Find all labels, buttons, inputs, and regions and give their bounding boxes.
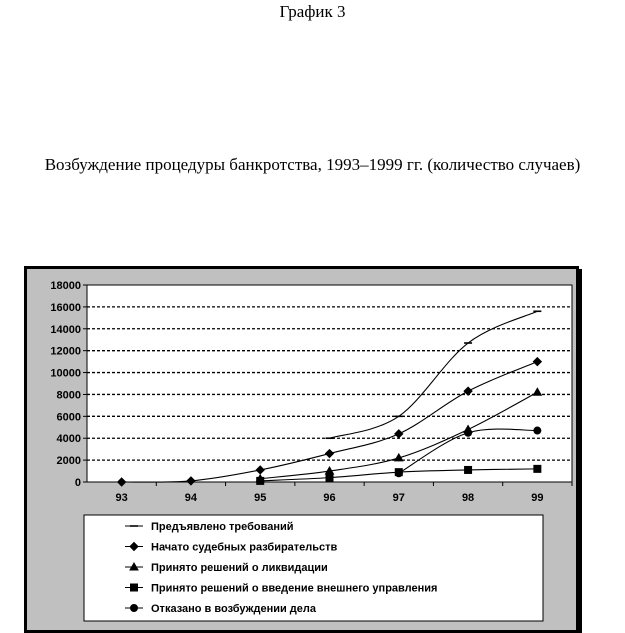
legend-marker (131, 605, 138, 612)
y-tick-label: 18000 (50, 280, 81, 292)
chart-frame (24, 266, 579, 633)
x-tick-label: 97 (392, 492, 405, 504)
chart-subtitle: Возбуждение процедуры банкротства, 1993–1999 гг. (количество случаев) (44, 155, 581, 174)
y-tick-label: 10000 (50, 367, 81, 380)
legend-item (125, 603, 317, 615)
x-axis-ticks (116, 482, 572, 504)
data-point (534, 465, 541, 472)
y-tick-label: 16000 (50, 301, 81, 314)
legend-label: Отказано в возбуждении дела (151, 603, 316, 615)
x-tick-label: 98 (461, 492, 475, 504)
legend-label: Предъявлено требований (151, 521, 294, 533)
data-point (534, 427, 541, 434)
legend-item (125, 542, 338, 554)
y-tick-label: 12000 (50, 345, 81, 358)
data-point (395, 470, 402, 477)
y-tick-label: 0 (74, 477, 81, 489)
x-tick-label: 96 (323, 492, 336, 504)
legend-item (125, 562, 328, 574)
x-tick-label: 93 (115, 492, 128, 504)
legend-item (125, 521, 294, 533)
x-tick-label: 94 (184, 492, 198, 504)
x-tick-label: 99 (531, 492, 544, 504)
y-tick-label: 6000 (56, 411, 81, 424)
figure-label: График 3 (279, 2, 346, 21)
data-point (257, 477, 264, 484)
data-point (326, 474, 333, 481)
legend-label: Принято решений о введение внешнего управления (151, 582, 438, 595)
data-point (465, 429, 472, 436)
legend-label: Начато судебных разбирательств (151, 541, 338, 554)
legend-marker (131, 584, 138, 591)
y-tick-label: 4000 (56, 433, 81, 446)
legend-item (125, 583, 437, 595)
x-tick-label: 95 (254, 492, 267, 504)
y-axis-ticks (50, 280, 87, 489)
legend-label: Принято решений о ликвидации (151, 562, 328, 574)
y-tick-label: 2000 (56, 455, 81, 468)
y-tick-label: 14000 (50, 323, 81, 336)
data-point (465, 466, 472, 473)
y-tick-label: 8000 (56, 389, 81, 402)
line-chart (27, 269, 576, 630)
